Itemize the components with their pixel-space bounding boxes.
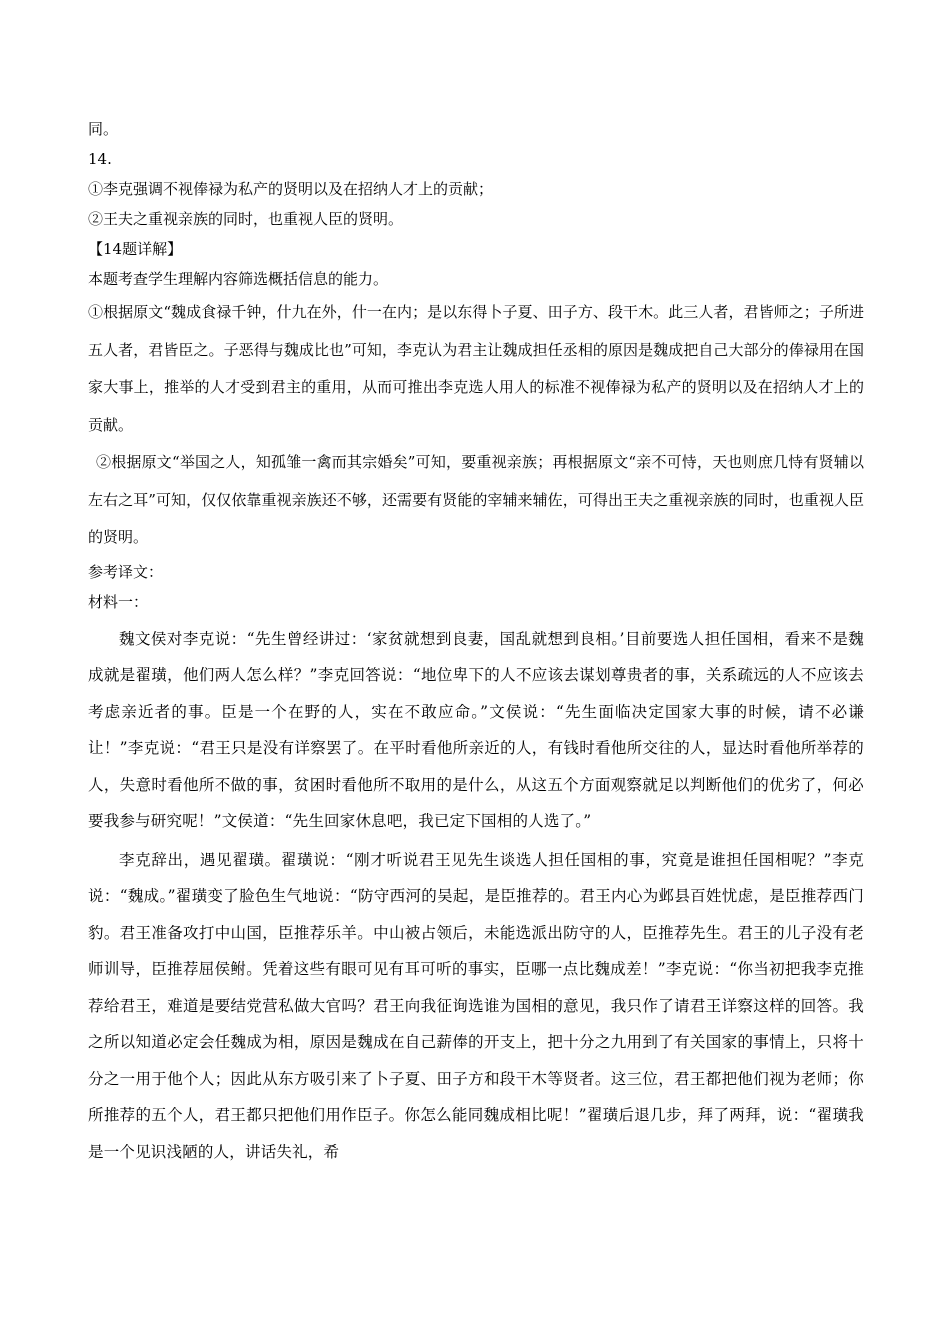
question-number: 14. (88, 150, 112, 168)
analysis-paragraph-2: ②根据原文“举国之人，知孤雏一禽而其宗婚矣”可知，要重视亲族；再根据原文“亲不可恃，天也则庶几恃有贤辅以左右之耳”可知，仅仅依靠重视亲族还不够，还需要有贤能的宰辅来辅佐，可得出王夫之重视亲族的同时，也重视人臣的贤明。 (88, 453, 864, 546)
document-page (88, 114, 864, 1170)
answer-point-1: ①李克强调不视俸禄为私产的贤明以及在招纳人才上的贡献； (88, 180, 494, 198)
answer-point-2: ②王夫之重视亲族的同时，也重视人臣的贤明。 (88, 210, 404, 228)
explanation-heading: 【14题详解】 (88, 240, 183, 258)
analysis-paragraph-1: ①根据原文“魏成食禄千钟，什九在外，什一在内；是以东得卜子夏、田子方、段干木。此三人者，君皆师之；子所进五人者，君皆臣之。子恶得与魏成比也”可知，李克认为君主让魏成担任丞相的原因是魏成把自己大部分的俸禄用在国家大事上，推举的人才受到君主的重用，从而可推出李克选人用人的标准不视俸禄为私产的贤明以及在招纳人才上的贡献。 (88, 303, 864, 434)
text-line-continuation: 同。 (88, 120, 119, 138)
material-one-label: 材料一： (88, 592, 149, 611)
reference-translation-label: 参考译文： (88, 562, 164, 581)
explanation-intro: 本题考查学生理解内容筛选概括信息的能力。 (88, 270, 389, 288)
translation-paragraph-2: 李克辞出，遇见翟璜。翟璜说：“刚才听说君王见先生谈选人担任国相的事，究竟是谁担任国相呢？”李克说：“魏成。”翟璜变了脸色生气地说：“防守西河的吴起，是臣推荐的。君王内心为邺县百姓忧虑，是臣推荐西门豹。君王准备攻打中山国，臣推荐乐羊。中山被占领后，未能选派出防守的人，臣推荐先生。君王的儿子没有老师训导，臣推荐屈侯鲋。凭着这些有眼可见有耳可听的事实，臣哪一点比魏成差！”李克说：“你当初把我李克推荐给君王，难道是要结党营私做大官吗？君王向我征询选谁为国相的意见，我只作了请君王详察这样的回答。我之所以知道必定会任魏成为相，原因是魏成在自己薪俸的开支上，把十分之九用到了有关国家的事情上，只将十分之一用于他个人；因此从东方吸引来了卜子夏、田子方和段干木等贤者。这三位，君王都把他们视为老师；你所推荐的五个人，君王都只把他们用作臣子。你怎么能同魏成相比呢！”翟璜后退几步，拜了两拜，说：“翟璜我是一个见识浅陋的人，讲话失礼，希 (88, 850, 864, 1161)
translation-paragraph-1: 魏文侯对李克说：“先生曾经讲过：‘家贫就想到良妻，国乱就想到良相。’目前要选人担任国相，看来不是魏成就是翟璜，他们两人怎么样？”李克回答说：“地位卑下的人不应该去谋划尊贵者的事，关系疏远的人不应该去考虑亲近者的事。臣是一个在野的人，实在不敢应命。”文侯说：“先生面临决定国家大事的时候，请不必谦让！”李克说：“君王只是没有详察罢了。在平时看他所亲近的人，有钱时看他所交往的人，显达时看他所举荐的人，失意时看他所不做的事，贫困时看他所不取用的是什么，从这五个方面观察就足以判断他们的优劣了，何必要我参与研究呢！”文侯道：“先生回家休息吧，我已定下国相的人选了。” (88, 629, 864, 830)
